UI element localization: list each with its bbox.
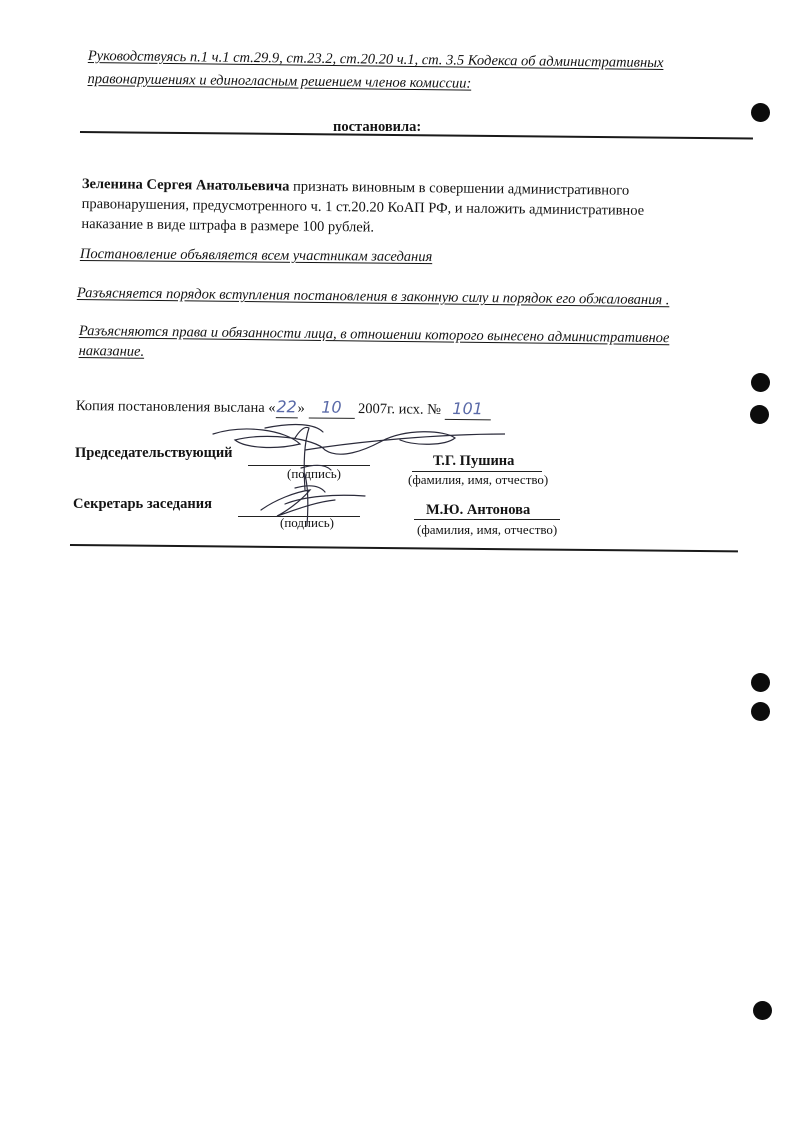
punch-hole-3 [750, 405, 769, 424]
basis-line-1: Руководствуясь п.1 ч.1 ст.29.9, ст.23.2, ст.20.20 ч.1, ст. 3.5 Кодекса об административных [87, 47, 664, 72]
basis-line-2: правонарушениях и единогласным решением членов комиссии: [87, 70, 472, 92]
copy-year: 2007г. исх. № [357, 400, 442, 418]
secretary-signature-image [255, 470, 375, 530]
secretary-title: Секретарь заседания [73, 496, 212, 512]
notice-appeal: Разъясняется порядок вступления постановления в законную силу и порядок его обжалования . [76, 284, 670, 309]
decision-paragraph [81, 174, 756, 242]
secretary-name-caption: (фамилия, имя, отчество) [417, 522, 558, 537]
copy-number: 101 [444, 399, 490, 420]
punch-hole-4 [751, 673, 770, 692]
copy-day: 22 [275, 397, 297, 418]
punch-hole-5 [751, 702, 770, 721]
secretary-name: М.Ю. Антонова [426, 502, 531, 518]
copy-prefix: Копия постановления выслана « [75, 397, 276, 417]
notice-rights-line-2: наказание. [78, 342, 145, 360]
decision-line-1: признать виновным в совершении административного [289, 178, 630, 199]
secretary-signature-caption: (подпись) [280, 515, 334, 530]
chair-signature-caption: (подпись) [287, 466, 341, 481]
bottom-rule [70, 544, 738, 552]
punch-hole-1 [751, 103, 770, 122]
chair-title: Председательствующий [75, 445, 233, 461]
notice-announced: Постановление объявляется всем участникам заседания [79, 245, 433, 266]
decision-line-2: правонарушения, предусмотренного ч. 1 ст.20.20 КоАП РФ, и наложить административное [81, 195, 645, 219]
punch-hole-2 [751, 373, 770, 392]
copy-sent-line [76, 395, 491, 420]
copy-mid: » [297, 400, 305, 417]
offender-name: Зеленина Сергея Анатольевича [81, 175, 290, 195]
notice-rights [79, 321, 749, 369]
chair-name-caption: (фамилия, имя, отчество) [408, 472, 549, 487]
chair-name: Т.Г. Пушина [433, 453, 515, 469]
punch-hole-6 [753, 1001, 772, 1020]
secretary-name-line [414, 519, 560, 520]
basis-paragraph [87, 46, 757, 97]
heading: постановила: [333, 119, 422, 135]
notice-rights-line-1: Разъясняются права и обязанности лица, в отношении которого вынесено административное [78, 322, 670, 347]
copy-month: 10 [308, 397, 354, 418]
decision-line-3: наказание в виде штрафа в размере 100 рублей. [81, 215, 375, 236]
